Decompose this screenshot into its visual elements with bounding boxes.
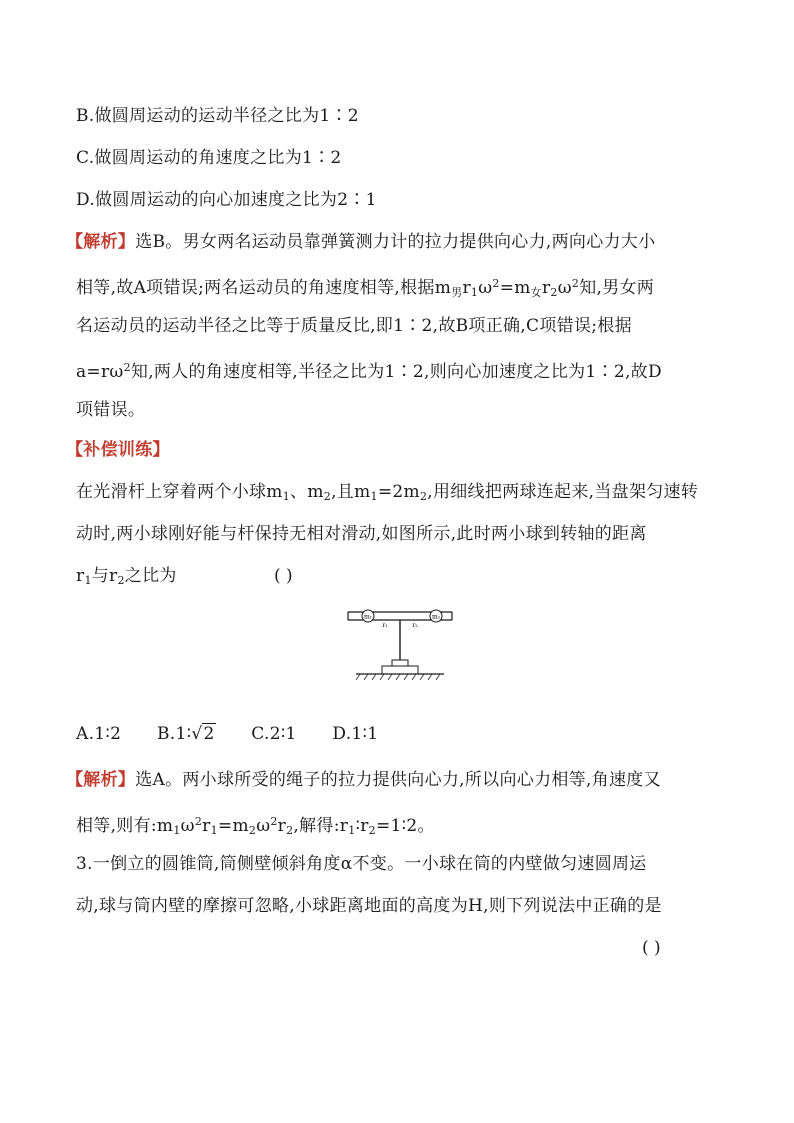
- text-seg: ,用细线把两球连起来,当盘架匀速转: [427, 482, 699, 502]
- subscript: 2: [419, 490, 428, 503]
- text-seg: 与r: [91, 566, 118, 586]
- text-seg: 知,两人的角速度相等,半径之比为1∶2,则向心加速度之比为1∶2,故D: [130, 362, 662, 382]
- subscript: 2: [550, 286, 558, 299]
- text-seg: ,解得:r: [293, 816, 349, 836]
- choice-a: A.1∶2: [76, 724, 122, 744]
- option-b: B.做圆周运动的运动半径之比为1∶2: [76, 106, 359, 126]
- question-line-1: [76, 480, 698, 509]
- text-seg: ω: [478, 278, 493, 298]
- r2-label: r₂: [412, 622, 418, 629]
- analysis-1-line-3: 名运动员的运动半径之比等于质量反比,即1∶2,故B项正确,C项错误;根据: [76, 316, 632, 336]
- choice-b: [157, 724, 216, 744]
- question-line-3: [76, 564, 177, 593]
- text-seg: =m: [499, 278, 531, 298]
- sqrt-radicand: 2: [203, 724, 215, 744]
- base-upper: [392, 660, 408, 666]
- text-seg: =m: [217, 816, 249, 836]
- question-line-2: 动时,两小球刚好能与杆保持无相对滑动,如图所示,此时两小球到转轴的距离: [76, 524, 647, 544]
- subscript: 2: [286, 824, 294, 837]
- text-seg: =2m: [377, 482, 420, 502]
- sqrt-expression: √2: [191, 724, 215, 744]
- subscript: 2: [248, 824, 257, 837]
- text-seg: 在光滑杆上穿着两个小球m: [76, 482, 283, 502]
- subscript: 1: [348, 824, 356, 837]
- text-seg: r: [202, 816, 211, 836]
- choice-d: D.1∶1: [332, 724, 379, 744]
- analysis-2-line-2: [76, 810, 435, 843]
- m2-label: m₂: [431, 613, 441, 621]
- text-seg: ,且m: [331, 482, 371, 502]
- analysis-1-line-1: [66, 230, 655, 254]
- rotating-rod-figure: [340, 600, 460, 690]
- text-seg: ω: [180, 816, 195, 836]
- subscript: 女: [530, 286, 542, 299]
- text-seg: r: [277, 816, 287, 836]
- subscript: 男: [451, 286, 463, 299]
- base-lower: [382, 666, 418, 674]
- option-c: C.做圆周运动的角速度之比为1∶2: [76, 148, 342, 168]
- text-seg: r: [76, 566, 85, 586]
- m1-label: m₁: [363, 613, 373, 621]
- text-seg: ω: [557, 278, 572, 298]
- text-seg: 之比为: [124, 566, 177, 586]
- text-seg: 知,男女两: [579, 278, 655, 298]
- ground-hatch: [356, 674, 440, 680]
- answer-bracket-3: ( ): [642, 938, 661, 958]
- question-3-line-2: 动,球与筒内壁的摩擦可忽略,小球距离地面的高度为H,则下列说法中正确的是: [76, 896, 662, 916]
- choice-c: C.2∶1: [251, 724, 297, 744]
- analysis-text: 选A。两小球所受的绳子的拉力提供向心力,所以向心力相等,角速度又: [135, 770, 661, 790]
- subscript: 1: [173, 824, 181, 837]
- supplement-tag: 【补偿训练】: [66, 440, 170, 460]
- subscript: 1: [282, 490, 291, 503]
- analysis-text: 选B。男女两名运动员靠弹簧测力计的拉力提供向心力,两向心力大小: [135, 232, 656, 252]
- text-seg: ω: [256, 816, 271, 836]
- subscript: 2: [368, 824, 376, 837]
- subscript: 1: [370, 490, 378, 503]
- superscript: 2: [194, 815, 203, 828]
- question-3-line-1: 3.一倒立的圆锥筒,筒侧壁倾斜角度α不变。一小球在筒的内壁做匀速圆周运: [76, 854, 647, 874]
- analysis-tag: 【解析】: [66, 770, 136, 790]
- subscript: 2: [117, 574, 125, 587]
- text-seg: 相等,故A项错误;两名运动员的角速度相等,根据m: [76, 278, 452, 298]
- r1-label: r₁: [382, 622, 388, 629]
- superscript: 2: [123, 361, 131, 374]
- subscript: 2: [323, 490, 332, 503]
- answer-bracket: ( ): [274, 566, 293, 586]
- choices-row: [76, 722, 408, 746]
- text-seg: 、m: [290, 482, 324, 502]
- text-seg: a=rω: [76, 362, 124, 382]
- superscript: 2: [270, 815, 278, 828]
- analysis-1-line-4: [76, 356, 662, 384]
- analysis-tag: 【解析】: [66, 232, 136, 252]
- subscript: 1: [210, 824, 218, 837]
- superscript: 2: [492, 277, 500, 290]
- text-seg: ∶r: [355, 816, 369, 836]
- text-seg: 相等,则有:m: [76, 816, 174, 836]
- superscript: 2: [571, 277, 580, 290]
- text-seg: r: [541, 278, 551, 298]
- subscript: 1: [84, 574, 92, 587]
- analysis-1-line-2: [76, 272, 654, 305]
- text-seg: B.1∶: [156, 724, 192, 744]
- option-d: D.做圆周运动的向心加速度之比为2∶1: [76, 190, 377, 210]
- subscript: 1: [470, 286, 479, 299]
- text-seg: r: [462, 278, 471, 298]
- analysis-2-line-1: [66, 768, 661, 792]
- text-seg: =1∶2。: [375, 816, 435, 836]
- analysis-1-line-5: 项错误。: [76, 400, 146, 420]
